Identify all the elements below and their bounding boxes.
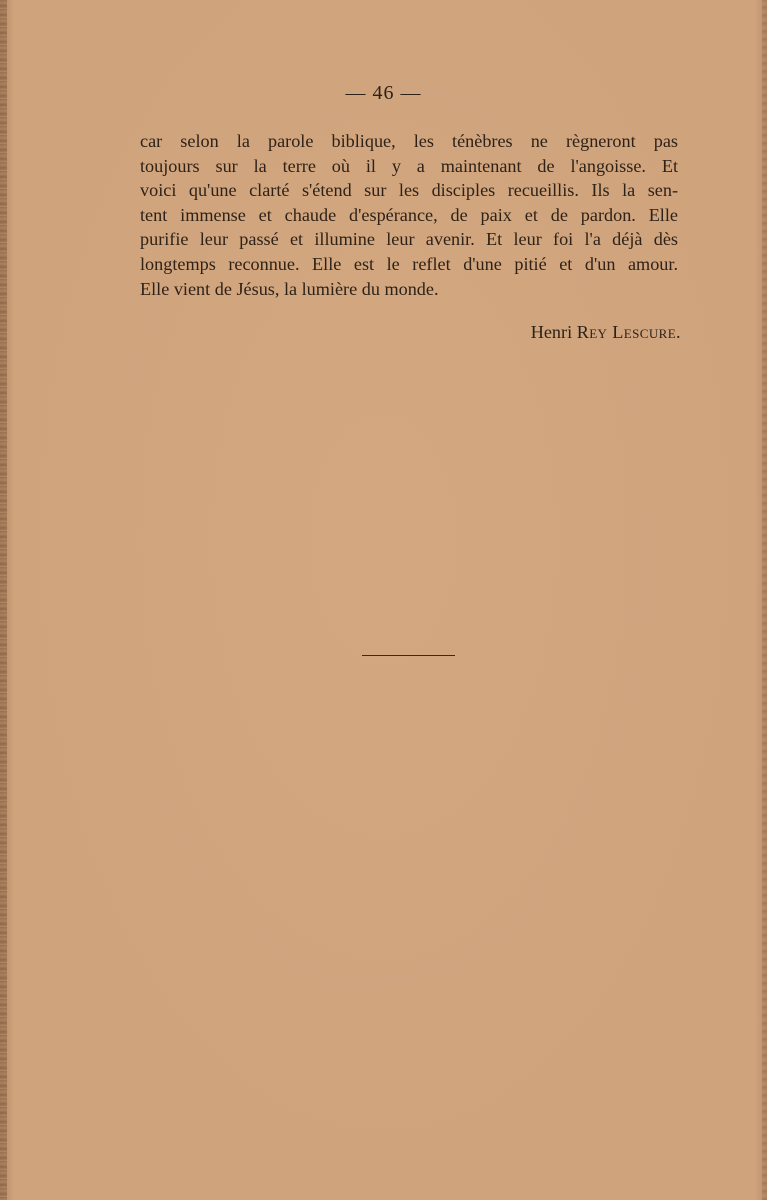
author-signature [0, 322, 681, 343]
page-edge-right [762, 0, 767, 1200]
page-number: — 46 — [345, 82, 422, 104]
text-line: longtemps reconnue. Elle est le reflet d'une pitié et d'un amour. [140, 253, 678, 274]
author-first-name: Henri [530, 322, 573, 342]
text-line: tent immense et chaude d'espérance, de paix et de pardon. Elle [140, 204, 678, 225]
text-line: toujours sur la terre où il y a maintenant de l'angoisse. Et [140, 155, 678, 176]
text-line: Elle vient de Jésus, la lumière du monde. [140, 278, 439, 299]
text-line: purifie leur passé et illumine leur avenir. Et leur foi l'a déjà dès [140, 229, 678, 250]
author-last-name: Rey Lescure. [576, 322, 681, 342]
body-paragraph [140, 129, 678, 301]
page-edge-left [0, 0, 7, 1200]
text-line: car selon la parole biblique, les ténèbres ne règneront pas [140, 131, 678, 151]
section-divider [362, 655, 455, 656]
text-line: voici qu'une clarté s'étend sur les disciples recueillis. Ils la sen- [140, 180, 678, 201]
